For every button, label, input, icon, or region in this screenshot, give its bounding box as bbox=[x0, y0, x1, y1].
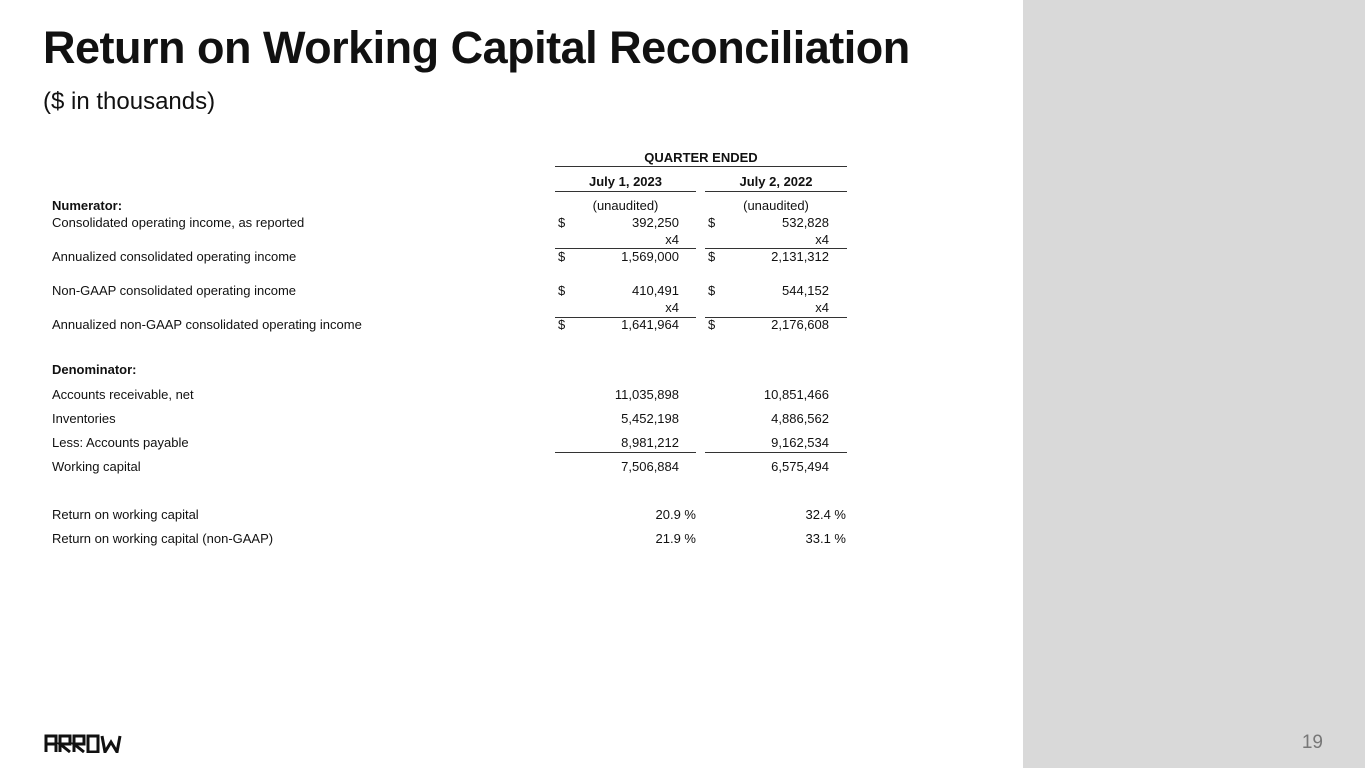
page-number: 19 bbox=[1301, 732, 1323, 753]
multiplier-2022: x4 bbox=[815, 300, 829, 315]
multiplier-2022: x4 bbox=[815, 232, 829, 247]
currency-symbol: $ bbox=[558, 249, 566, 264]
unaudited-note-2023: (unaudited) bbox=[592, 198, 659, 213]
row-label-rowc: Return on working capital bbox=[52, 507, 199, 522]
value-payables-2022: 9,162,534 bbox=[771, 435, 829, 450]
row-label-working-capital: Working capital bbox=[52, 459, 141, 474]
value-non-gaap-2023: 410,491 bbox=[632, 283, 679, 298]
column-header-2023: July 1, 2023 bbox=[589, 174, 662, 189]
value-receivables-2023: 11,035,898 bbox=[614, 387, 679, 402]
currency-symbol: $ bbox=[558, 283, 566, 298]
side-panel bbox=[1023, 0, 1365, 768]
currency-symbol: $ bbox=[708, 249, 716, 264]
value-working-capital-2022: 6,575,494 bbox=[771, 459, 829, 474]
row-label-payables: Less: Accounts payable bbox=[52, 435, 189, 450]
value-consolidated-2023: 392,250 bbox=[632, 215, 679, 230]
divider bbox=[555, 191, 696, 192]
value-rowc-non-gaap-2022: 33.1 % bbox=[805, 531, 846, 546]
arrow-logo bbox=[44, 733, 130, 753]
row-label-non-gaap: Non-GAAP consolidated operating income bbox=[52, 283, 297, 298]
value-rowc-non-gaap-2023: 21.9 % bbox=[655, 531, 696, 546]
denominator-label: Denominator: bbox=[52, 362, 137, 377]
quarter-ended-header: QUARTER ENDED bbox=[644, 150, 758, 165]
currency-symbol: $ bbox=[558, 317, 566, 332]
divider bbox=[705, 452, 847, 453]
page-title: Return on Working Capital Reconciliation bbox=[43, 22, 910, 73]
currency-symbol: $ bbox=[708, 283, 716, 298]
value-payables-2023: 8,981,212 bbox=[621, 435, 679, 450]
value-annualized-non-gaap-2022: 2,176,608 bbox=[771, 317, 829, 332]
page-subtitle: ($ in thousands) bbox=[43, 88, 216, 115]
multiplier-2023: x4 bbox=[665, 300, 679, 315]
value-inventories-2022: 4,886,562 bbox=[771, 411, 829, 426]
row-label-receivables: Accounts receivable, net bbox=[52, 387, 194, 402]
divider bbox=[555, 452, 696, 453]
value-consolidated-2022: 532,828 bbox=[782, 215, 829, 230]
value-rowc-2022: 32.4 % bbox=[805, 507, 846, 522]
multiplier-2023: x4 bbox=[665, 232, 679, 247]
numerator-label: Numerator: bbox=[52, 198, 123, 213]
currency-symbol: $ bbox=[558, 215, 566, 230]
divider bbox=[705, 191, 847, 192]
divider bbox=[555, 166, 847, 167]
value-rowc-2023: 20.9 % bbox=[655, 507, 696, 522]
column-header-2022: July 2, 2022 bbox=[739, 174, 813, 189]
row-label-rowc-non-gaap: Return on working capital (non-GAAP) bbox=[52, 531, 274, 546]
row-label-annualized: Annualized consolidated operating income bbox=[52, 249, 297, 264]
currency-symbol: $ bbox=[708, 317, 716, 332]
row-label-consolidated: Consolidated operating income, as reported bbox=[52, 215, 305, 230]
value-inventories-2023: 5,452,198 bbox=[621, 411, 679, 426]
value-annualized-2023: 1,569,000 bbox=[621, 249, 679, 264]
value-annualized-2022: 2,131,312 bbox=[771, 249, 829, 264]
currency-symbol: $ bbox=[708, 215, 716, 230]
row-label-inventories: Inventories bbox=[52, 411, 116, 426]
value-non-gaap-2022: 544,152 bbox=[782, 283, 829, 298]
unaudited-note-2022: (unaudited) bbox=[743, 198, 809, 213]
value-annualized-non-gaap-2023: 1,641,964 bbox=[621, 317, 679, 332]
row-label-annualized-non-gaap: Annualized non-GAAP consolidated operating income bbox=[52, 317, 362, 332]
value-receivables-2022: 10,851,466 bbox=[763, 387, 829, 402]
value-working-capital-2023: 7,506,884 bbox=[621, 459, 679, 474]
